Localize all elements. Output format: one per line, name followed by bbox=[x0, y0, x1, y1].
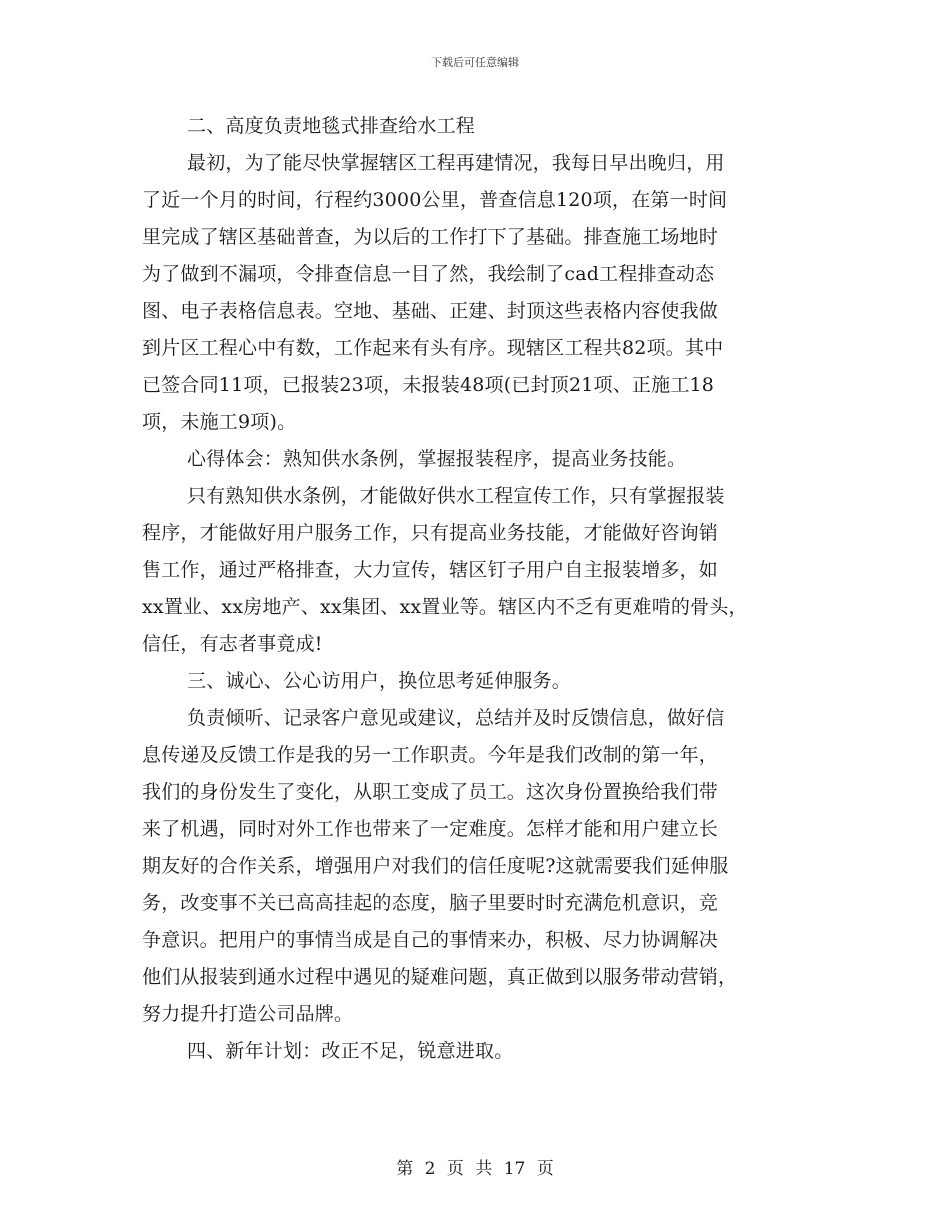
section-heading-2: 二、高度负责地毯式排查给水工程 bbox=[187, 115, 476, 137]
paragraph-line: 了近一个月的时间，行程约3000公里，普查信息120项，在第一时间 bbox=[142, 189, 728, 211]
paragraph-line: 项，未施工9项)。 bbox=[142, 411, 297, 433]
paragraph-line: 信任，有志者事竟成! bbox=[142, 633, 323, 655]
paragraph-line: 务，改变事不关已高高挂起的态度，脑子里要时时充满危机意识，竞 bbox=[142, 892, 719, 914]
paragraph-line: xx置业、xx房地产、xx集团、xx置业等。辖区内不乏有更难啃的骨头， bbox=[142, 596, 748, 618]
page-number: 第 2 页 共 17 页 bbox=[396, 1159, 554, 1179]
section-heading-3: 三、诚心、公心访用户，换位思考延伸服务。 bbox=[187, 670, 572, 692]
paragraph-line: 期友好的合作关系，增强用户对我们的信任度呢?这就需要我们延伸服 bbox=[142, 855, 729, 877]
paragraph-line: 售工作，通过严格排查，大力宣传，辖区钉子用户自主报装增多，如 bbox=[142, 559, 719, 581]
summary-line: 心得体会：熟知供水条例，掌握报装程序，提高业务技能。 bbox=[187, 448, 687, 470]
paragraph-line: 我们的身份发生了变化，从职工变成了员工。这次身份置换给我们带 bbox=[142, 781, 719, 803]
paragraph-line: 息传递及反馈工作是我的另一工作职责。今年是我们改制的第一年， bbox=[142, 744, 719, 766]
page-header-note: 下载后可任意编辑 bbox=[431, 56, 519, 69]
paragraph-line: 已签合同11项，已报装23项，未报装48项(已封顶21项、正施工18 bbox=[142, 374, 715, 396]
paragraph-line: 为了做到不漏项，令排查信息一目了然，我绘制了cad工程排查动态 bbox=[142, 263, 715, 285]
paragraph-line: 争意识。把用户的事情当成是自己的事情来办，积极、尽力协调解决 bbox=[142, 929, 719, 951]
paragraph-line: 来了机遇，同时对外工作也带来了一定难度。怎样才能和用户建立长 bbox=[142, 818, 719, 840]
paragraph-line: 图、电子表格信息表。空地、基础、正建、封顶这些表格内容使我做 bbox=[142, 300, 719, 322]
paragraph-line: 里完成了辖区基础普查，为以后的工作打下了基础。排查施工场地时 bbox=[142, 226, 719, 248]
paragraph-line: 程序，才能做好用户服务工作，只有提高业务技能，才能做好咨询销 bbox=[142, 522, 719, 544]
paragraph-line: 他们从报装到通水过程中遇见的疑难问题，真正做到以服务带动营销， bbox=[142, 966, 738, 988]
paragraph-line: 最初，为了能尽快掌握辖区工程再建情况，我每日早出晚归，用 bbox=[187, 152, 725, 174]
document-body bbox=[142, 108, 832, 1070]
paragraph-line: 努力提升打造公司品牌。 bbox=[142, 1003, 354, 1025]
paragraph-line: 到片区工程心中有数，工作起来有头有序。现辖区工程共82项。其中 bbox=[142, 337, 724, 359]
section-heading-4: 四、新年计划：改正不足，锐意进取。 bbox=[187, 1040, 514, 1062]
paragraph-line: 只有熟知供水条例，才能做好供水工程宣传工作，只有掌握报装 bbox=[187, 485, 725, 507]
paragraph-line: 负责倾听、记录客户意见或建议，总结并及时反馈信息，做好信 bbox=[187, 707, 725, 729]
